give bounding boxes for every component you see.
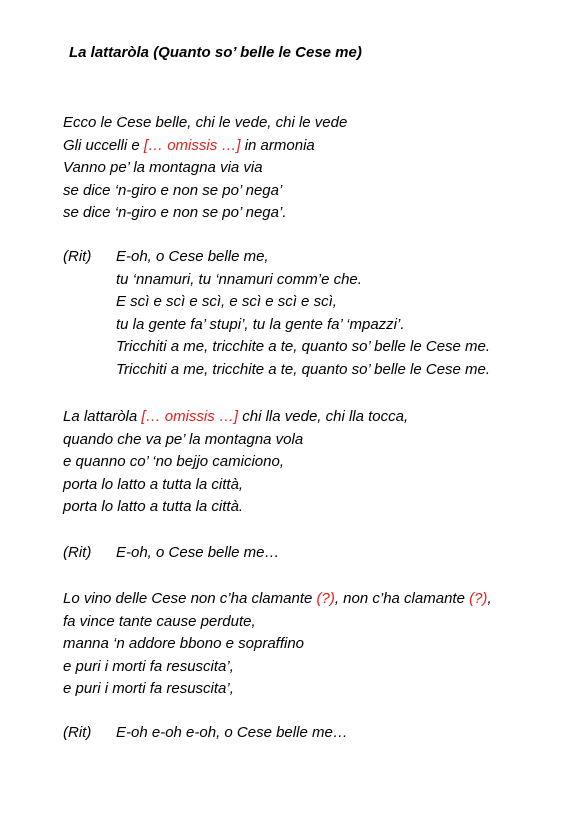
stanza-2-line-1-text-b: chi lla vede, chi lla tocca,: [238, 408, 409, 425]
stanza-1-line-3: Vanno pe’ la montagna via via: [63, 159, 263, 176]
stanza-1: [63, 112, 347, 225]
omissis-marker: [… omissis …]: [141, 408, 239, 425]
chorus-3-line-1: E-oh e-oh e-oh, o Cese belle me…: [116, 724, 348, 741]
stanza-1-line-5: se dice ‘n-giro e non se po’ nega’.: [63, 204, 287, 221]
stanza-1-line-2-text-b: in armonia: [240, 136, 315, 154]
stanza-2: [63, 406, 408, 519]
chorus-1-line-1: E-oh, o Cese belle me,: [116, 248, 269, 265]
chorus-1-line-6: Tricchiti a me, tricchite a te, quanto so’ belle le Cese me.: [116, 360, 491, 378]
stanza-3-line-1-text-b: , non c’ha clamante: [334, 590, 470, 607]
stanza-1-line-2-text-a: Gli uccelli e: [63, 136, 144, 154]
stanza-3-line-4: e puri i morti fa resuscita’,: [63, 657, 234, 675]
chorus-2-lines: [116, 542, 279, 565]
omissis-marker: [… omissis …]: [143, 136, 241, 154]
chorus-label: (Rit): [63, 724, 92, 741]
stanza-2-line-3: e quanno co’ ‘no bejjo camiciono,: [63, 453, 284, 470]
stanza-2-line-4: porta lo latto a tutta la città,: [63, 475, 244, 493]
stanza-1-line-2: [63, 135, 347, 158]
chorus-2-line-1: E-oh, o Cese belle me…: [116, 544, 280, 561]
stanza-3-line-2: fa vince tante cause perdute,: [63, 612, 256, 630]
stanza-3: [63, 588, 492, 701]
chorus-3-lines: [116, 722, 348, 745]
stanza-3-line-1: [63, 588, 492, 611]
uncertain-marker: (?): [469, 590, 488, 607]
chorus-label: (Rit): [63, 248, 92, 265]
stanza-2-line-5: porta lo latto a tutta la città.: [63, 498, 244, 515]
chorus-label: (Rit): [63, 544, 92, 561]
stanza-2-line-1: [63, 406, 408, 429]
stanza-3-line-1-text-c: ,: [487, 590, 492, 607]
stanza-3-line-3: manna ‘n addore bbono e sopraffino: [63, 635, 305, 652]
stanza-1-line-1: Ecco le Cese belle, chi le vede, chi le vede: [63, 114, 348, 131]
chorus-1-line-2: tu ‘nnamuri, tu ‘nnamuri comm’e che.: [116, 270, 362, 288]
stanza-3-line-5: e puri i morti fa resuscita’,: [63, 680, 234, 697]
stanza-1-line-4: se dice ‘n-giro e non se po’ nega’: [63, 181, 283, 199]
song-title: La lattaròla (Quanto so’ belle le Cese me): [69, 44, 362, 61]
chorus-1-lines: [116, 246, 490, 381]
stanza-3-line-1-text-a: Lo vino delle Cese non c’ha clamante: [63, 590, 317, 607]
stanza-2-line-2: quando che va pe’ la montagna vola: [63, 430, 304, 448]
stanza-2-line-1-text-a: La lattaròla: [63, 408, 142, 425]
uncertain-marker: (?): [316, 590, 335, 607]
chorus-1-line-3: E scì e scì e scì, e scì e scì e scì,: [116, 293, 337, 310]
chorus-1-line-4: tu la gente fa’ stupi’, tu la gente fa’ ‘mpazzi’.: [116, 315, 405, 333]
chorus-1-line-5: Tricchiti a me, tricchite a te, quanto so’ belle le Cese me.: [116, 338, 491, 355]
